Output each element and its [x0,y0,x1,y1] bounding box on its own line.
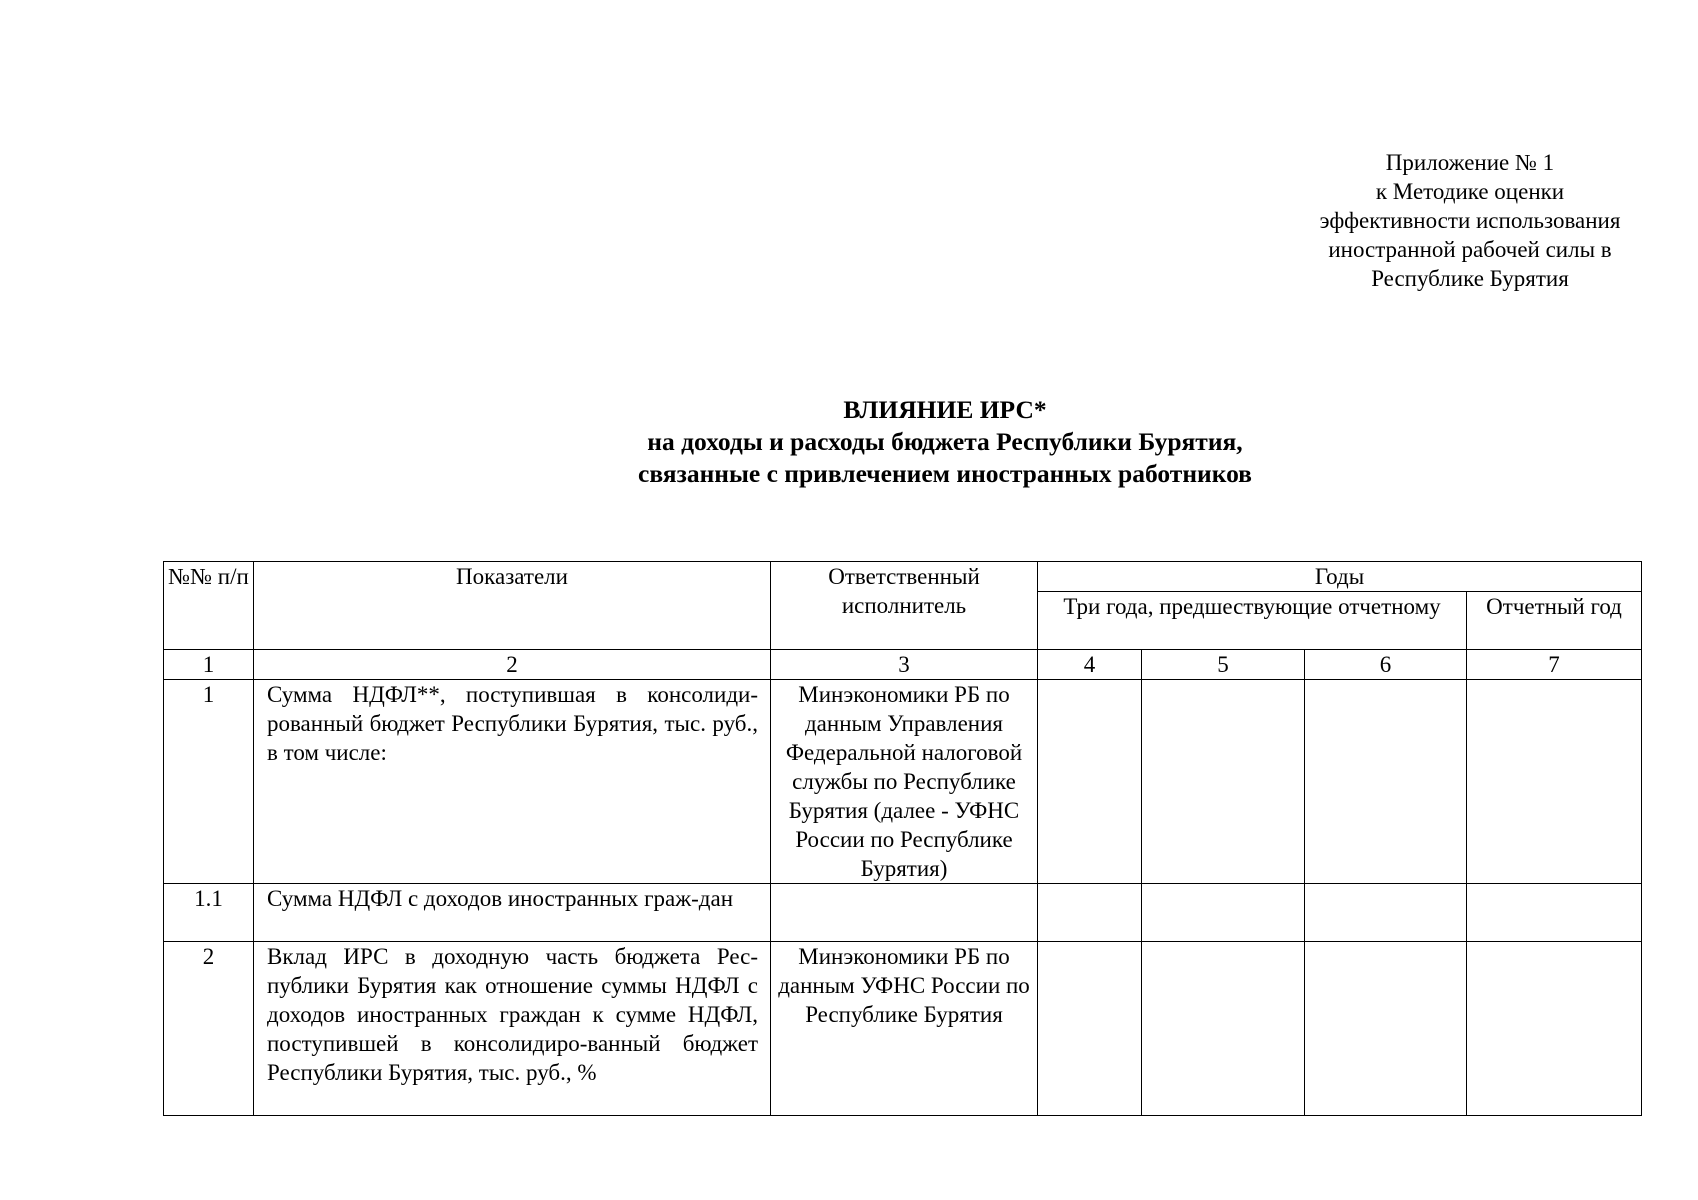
document-title [420,394,1470,490]
row-value [1305,884,1467,942]
title-line-1: ВЛИЯНИЕ ИРС* [843,395,1047,424]
row-number: 1.1 [164,884,254,942]
row-number: 1 [164,680,254,884]
column-number: 2 [254,650,771,680]
table-row [164,884,1642,942]
appendix-line: иностранной рабочей силы в [1328,237,1612,262]
column-numbers-row [164,650,1642,680]
appendix-note [1290,148,1650,293]
column-number: 4 [1038,650,1142,680]
row-responsible: Минэкономики РБ по данным УФНС России по Республике Бурятия [771,942,1038,1116]
header-responsible: Ответственный исполнитель [771,562,1038,650]
appendix-line: Приложение № 1 [1385,150,1555,175]
header-num: №№ п/п [164,562,254,650]
row-value [1467,680,1642,884]
row-value [1305,680,1467,884]
title-line-3: связанные с привлечением иностранных работников [638,459,1252,488]
indicators-table [163,561,1642,1116]
table-row [164,942,1642,1116]
row-value [1142,884,1305,942]
column-number: 1 [164,650,254,680]
row-value [1142,942,1305,1116]
appendix-line: к Методике оценки [1375,179,1565,204]
row-value [1467,884,1642,942]
title-line-2: на доходы и расходы бюджета Республики Бурятия, [647,427,1243,456]
row-value [1467,942,1642,1116]
column-number: 6 [1305,650,1467,680]
row-value [1038,680,1142,884]
row-responsible: Минэкономики РБ по данным Управления Федеральной налоговой службы по Республике Бурятия (далее - УФНС России по Республике Бурятия) [771,680,1038,884]
row-value [1038,942,1142,1116]
header-years: Годы [1038,562,1642,592]
column-number: 5 [1142,650,1305,680]
header-row-1 [164,562,1642,592]
header-report-year: Отчетный год [1467,592,1642,650]
table-row [164,680,1642,884]
row-value [1142,680,1305,884]
appendix-line: эффективности использования [1319,208,1621,233]
row-indicator: Вклад ИРС в доходную часть бюджета Рес-публики Бурятия как отношение суммы НДФЛ с доходов иностранных граждан к сумме НДФЛ, поступившей в консолидиро-ванный бюджет Республики Бурятия, тыс. руб., % [254,942,771,1116]
row-indicator: Сумма НДФЛ**, поступившая в консолиди-рованный бюджет Республики Бурятия, тыс. руб., в том числе: [254,680,771,884]
row-value [1038,884,1142,942]
row-responsible [771,884,1038,942]
appendix-line: Республике Бурятия [1371,266,1569,291]
row-number: 2 [164,942,254,1116]
column-number: 3 [771,650,1038,680]
header-three-years: Три года, предшествующие отчетному [1038,592,1467,650]
row-indicator: Сумма НДФЛ с доходов иностранных граж-дан [254,884,771,942]
column-number: 7 [1467,650,1642,680]
row-value [1305,942,1467,1116]
header-indicators: Показатели [254,562,771,650]
